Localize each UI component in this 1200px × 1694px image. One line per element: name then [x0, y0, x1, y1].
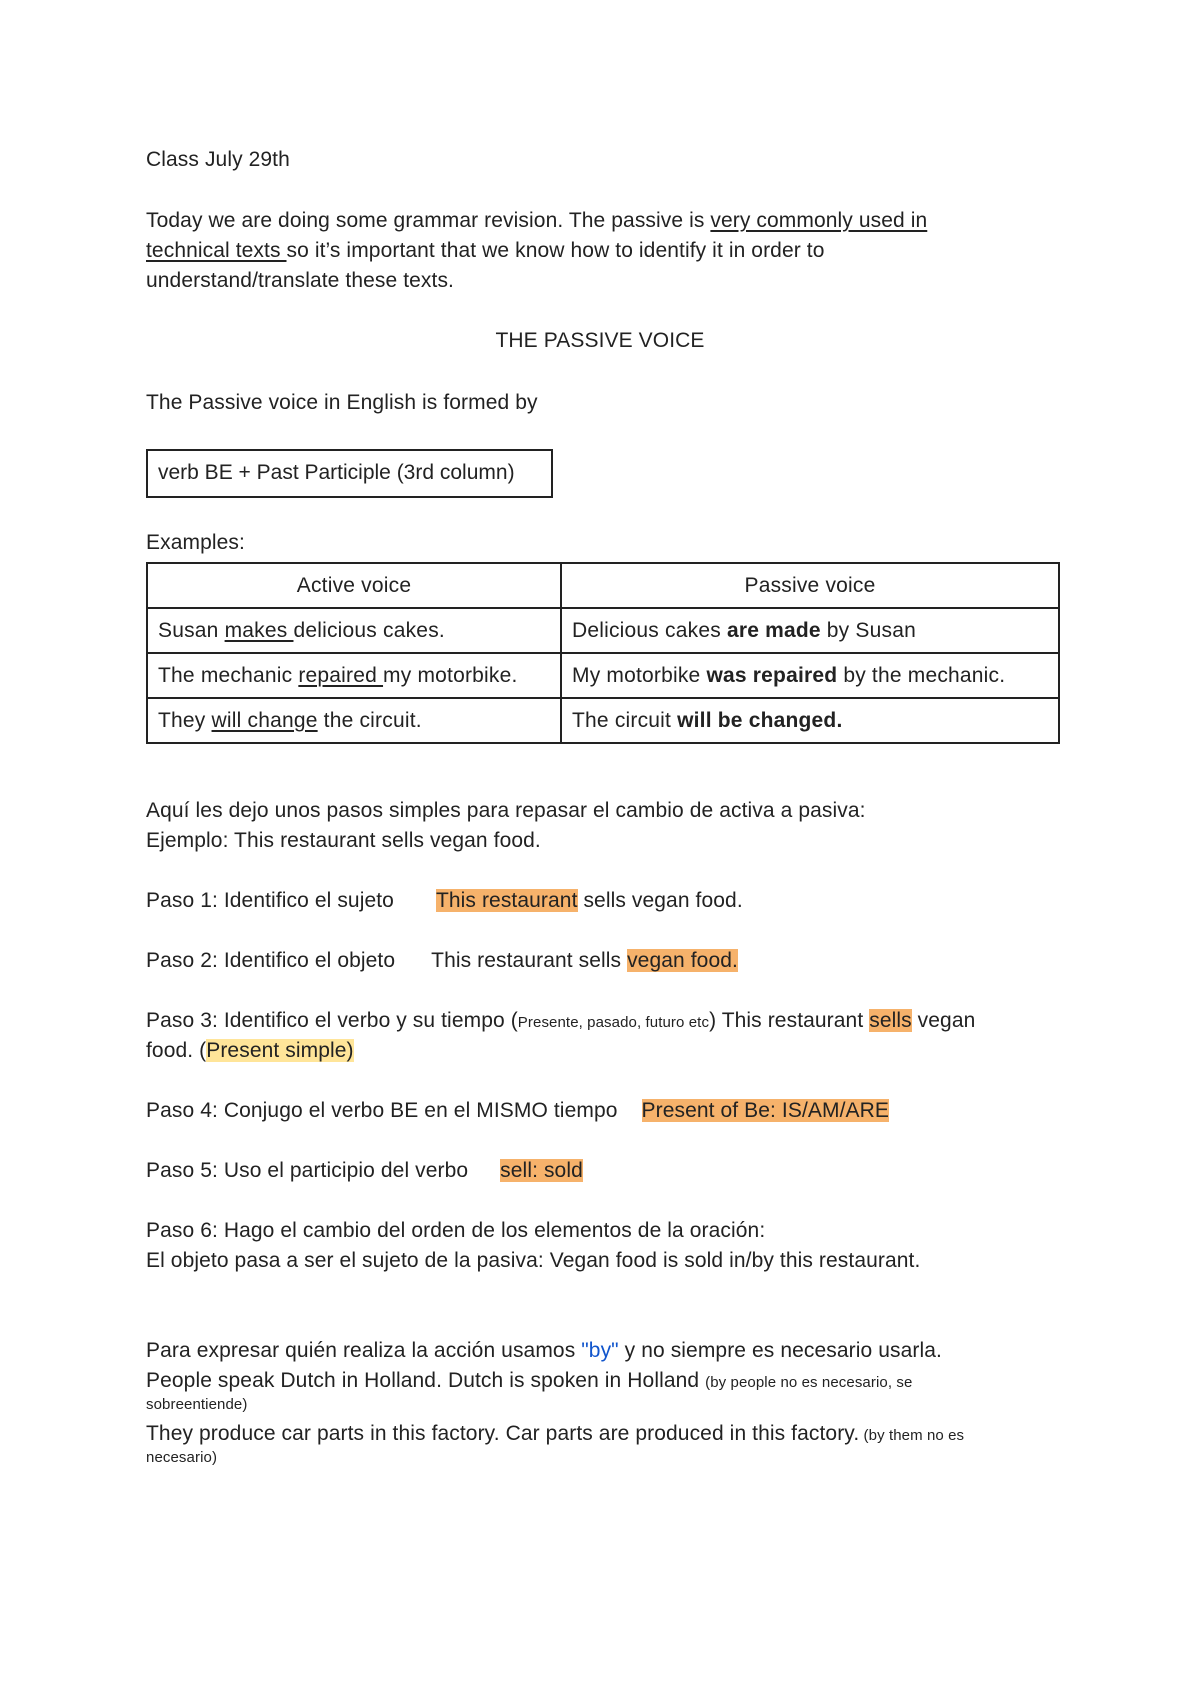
step-6-line-2: El objeto pasa a ser el sujeto de la pasiva: Vegan food is sold in/by this restaurant.	[146, 1249, 921, 1272]
section-title: THE PASSIVE VOICE	[495, 329, 705, 352]
active-cell: The mechanic repaired my motorbike.	[147, 653, 561, 698]
example-sentence: Ejemplo: This restaurant sells vegan food.	[146, 829, 541, 852]
example-1-line-1: People speak Dutch in Holland. Dutch is spoken in Holland (by people no es necesario, se	[146, 1369, 913, 1392]
examples-label: Examples:	[146, 531, 245, 554]
example-1-line-2: sobreentiende)	[146, 1396, 248, 1413]
highlight: sell: sold	[500, 1159, 583, 1182]
passive-cell: Delicious cakes are made by Susan	[561, 608, 1059, 653]
intro-line-1: Today we are doing some grammar revision. The passive is very commonly used in	[146, 209, 928, 232]
formula-box: verb BE + Past Participle (3rd column)	[146, 449, 553, 498]
highlight: This restaurant	[435, 889, 578, 912]
formed-by-text: The Passive voice in English is formed by	[146, 391, 538, 414]
active-cell: Susan makes delicious cakes.	[147, 608, 561, 653]
steps-intro: Aquí les dejo unos pasos simples para repasar el cambio de activa a pasiva:	[146, 799, 866, 822]
step-3-line-2: food. (Present simple)	[146, 1039, 354, 1062]
examples-table	[146, 562, 1060, 744]
table-row	[147, 698, 1059, 743]
intro-line-2: technical texts so it’s important that we know how to identify it in order to	[146, 239, 825, 262]
table-header-cell: Active voice	[147, 563, 561, 608]
passive-cell: The circuit will be changed.	[561, 698, 1059, 743]
intro-line-3: understand/translate these texts.	[146, 269, 454, 292]
step-3-line-1: Paso 3: Identifico el verbo y su tiempo (Presente, pasado, futuro etc) This restaurant sells vegan	[146, 1009, 976, 1032]
page-title: Class July 29th	[146, 148, 290, 171]
by-note: Para expresar quién realiza la acción usamos "by" y no siempre es necesario usarla.	[146, 1339, 942, 1362]
example-2-line-1: They produce car parts in this factory. Car parts are produced in this factory. (by them no es	[146, 1422, 965, 1445]
step-6-line-1: Paso 6: Hago el cambio del orden de los elementos de la oración:	[146, 1219, 766, 1242]
highlight: Present of Be: IS/AM/ARE	[641, 1099, 890, 1122]
step-1: Paso 1: Identifico el sujeto This restaurant sells vegan food.	[146, 889, 743, 912]
passive-cell: My motorbike was repaired by the mechanic.	[561, 653, 1059, 698]
underlined-phrase: technical texts	[146, 239, 287, 262]
highlight: vegan food.	[627, 949, 738, 972]
step-5: Paso 5: Uso el participio del verbo sell: sold	[146, 1159, 583, 1182]
highlight: sells	[869, 1009, 912, 1032]
step-2: Paso 2: Identifico el objeto This restaurant sells vegan food.	[146, 949, 738, 972]
table-header-cell: Passive voice	[561, 563, 1059, 608]
table-row	[147, 608, 1059, 653]
active-cell: They will change the circuit.	[147, 698, 561, 743]
table-header-row	[147, 563, 1059, 608]
table-row	[147, 653, 1059, 698]
highlight: Present simple)	[206, 1039, 354, 1062]
example-2-line-2: necesario)	[146, 1449, 218, 1466]
step-4: Paso 4: Conjugo el verbo BE en el MISMO tiempo Present of Be: IS/AM/ARE	[146, 1099, 890, 1122]
underlined-phrase: very commonly used in	[710, 209, 928, 232]
